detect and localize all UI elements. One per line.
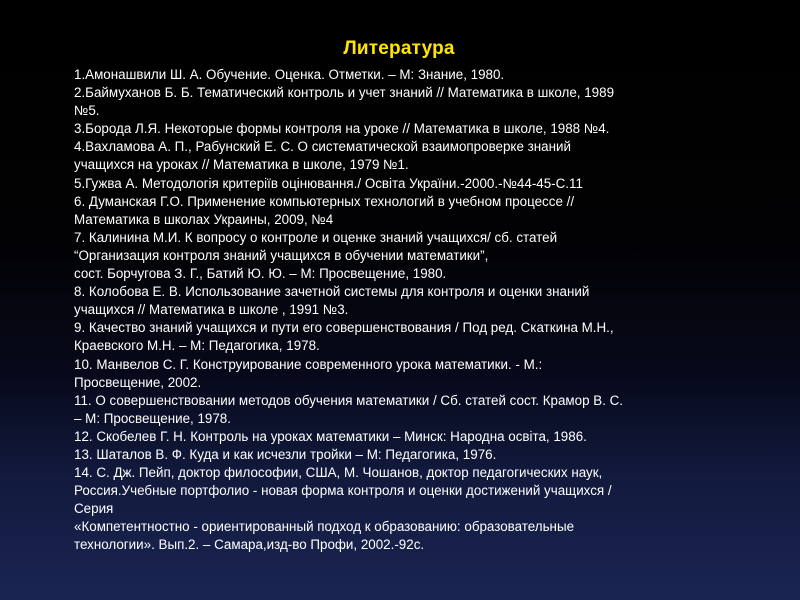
reference-line: 13. Шаталов В. Ф. Куда и как исчезли тройки – М: Педагогика, 1976. — [74, 446, 497, 462]
slide-title: Литература — [343, 38, 455, 59]
reference-item — [74, 392, 724, 428]
reference-item — [74, 229, 724, 283]
reference-line: 9. Качество знаний учащихся и пути его совершенствования / Под ред. Скаткина М.Н., — [74, 320, 614, 336]
reference-line: Серия — [74, 501, 114, 517]
reference-item — [74, 464, 724, 554]
reference-item — [74, 193, 724, 229]
reference-item — [74, 356, 724, 392]
reference-line: 11. О совершенствовании методов обучения математики / Сб. статей сост. Крамор В. С. — [74, 392, 624, 408]
reference-line: Краевского М.Н. – М: Педагогика, 1978. — [74, 338, 320, 354]
reference-item — [74, 446, 724, 464]
reference-item — [74, 138, 724, 174]
reference-line: технологии». Вып.2. – Самара,изд-во Профи, 2002.-92с. — [74, 537, 425, 553]
reference-line: «Компетентностно - ориентированный подход к образованию: образовательные — [74, 519, 575, 535]
slide-content — [74, 38, 724, 555]
reference-line: сост. Борчугова З. Г., Батий Ю. Ю. – М: Просвещение, 1980. — [74, 266, 447, 282]
reference-line: 12. Скобелев Г. Н. Контроль на уроках математики – Минск: Народна освіта, 1986. — [74, 428, 587, 444]
reference-line: 10. Манвелов С. Г. Конструирование современного урока математики. - М.: — [74, 356, 543, 372]
reference-line: – М: Просвещение, 1978. — [74, 410, 231, 426]
reference-line: 5.Гужва А. Методологія критеріїв оцінювання./ Освіта України.-2000.-№44-45-С.11 — [74, 175, 583, 191]
reference-item — [74, 319, 724, 355]
reference-line: 1.Амонашвили Ш. А. Обучение. Оценка. Отметки. – М: Знание, 1980. — [74, 67, 505, 82]
reference-item — [74, 120, 724, 138]
reference-line: 4.Вахламова А. П., Рабунский Е. С. О систематической взаимопроверке знаний — [74, 139, 571, 155]
reference-line: Россия.Учебные портфолио - новая форма контроля и оценки достижений учащихся / — [74, 483, 612, 499]
reference-line: учащихся // Математика в школе , 1991 №3. — [74, 302, 349, 318]
reference-line: учащихся на уроках // Математика в школе, 1979 №1. — [74, 157, 409, 173]
reference-item — [74, 428, 724, 446]
reference-line: 6. Думанская Г.О. Применение компьютерных технологий в учебном процессе // — [74, 193, 575, 209]
reference-line: 2.Баймуханов Б. Б. Тематический контроль и учет знаний // Математика в школе, 1989 — [74, 85, 615, 101]
reference-item — [74, 84, 724, 120]
reference-line: 3.Борода Л.Я. Некоторые формы контроля на уроке // Математика в школе, 1988 №4. — [74, 121, 610, 137]
reference-item — [74, 66, 724, 84]
reference-item — [74, 175, 724, 193]
reference-line: 14. С. Дж. Пейп, доктор философии, США, М. Чошанов, доктор педагогических наук, — [74, 465, 603, 481]
reference-line: Математика в школах Украины, 2009, №4 — [74, 211, 334, 227]
reference-line: “Организация контроля знаний учащихся в обучении математики”, — [74, 247, 489, 263]
reference-line: 7. Калинина М.И. К вопросу о контроле и оценке знаний учащихся/ сб. статей — [74, 229, 558, 245]
reference-line: 8. Колобова Е. В. Использование зачетной системы для контроля и оценки знаний — [74, 284, 590, 300]
reference-item — [74, 283, 724, 319]
reference-line: №5. — [74, 103, 100, 119]
reference-list — [74, 66, 724, 555]
reference-line: Просвещение, 2002. — [74, 374, 202, 390]
